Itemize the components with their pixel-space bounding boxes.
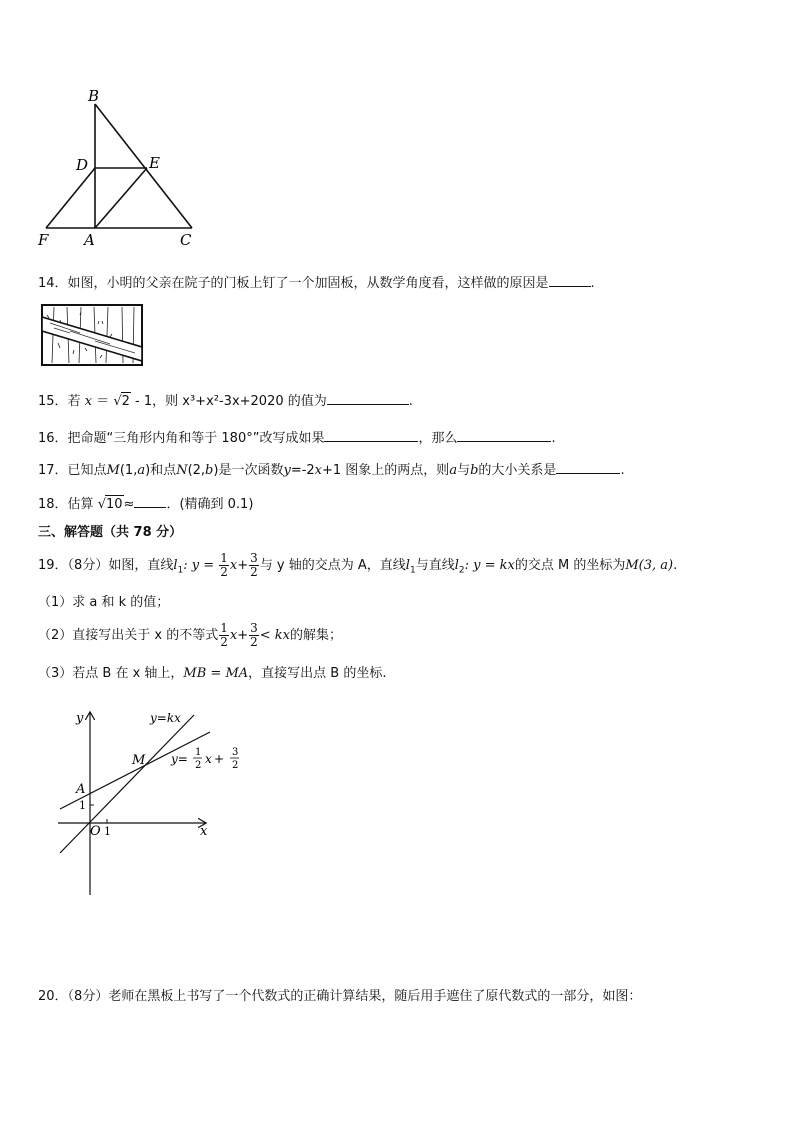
q19-sub3-prefix: （3）若点 B 在 x 轴上， xyxy=(38,666,184,681)
q19-sub2-suffix: 的解集； xyxy=(290,628,343,643)
q15-radicand: 2 xyxy=(121,394,130,409)
q17-k: =-2 xyxy=(290,463,315,478)
q18-sqrt: √10 xyxy=(97,497,123,512)
label-E: E xyxy=(149,154,160,172)
q19-three-den: 2 xyxy=(250,565,258,579)
label-A: A xyxy=(84,231,95,249)
q17-M: M xyxy=(106,463,120,478)
q19-sub2-three-den: 2 xyxy=(250,635,258,649)
label-B: B xyxy=(88,87,100,105)
q19-plus: + xyxy=(237,558,249,573)
q19-x: x xyxy=(229,558,238,573)
q14-answer-blank[interactable] xyxy=(549,272,591,287)
question-14 xyxy=(38,272,595,293)
q18-radicand: 10 xyxy=(105,497,123,512)
q16-mid: ，那么 xyxy=(418,431,458,446)
q15-after: - 1，则 x³+x²-3x+2020 的值为 xyxy=(135,394,327,409)
q19-frac-half xyxy=(219,552,229,579)
q17-x: x xyxy=(314,463,323,478)
q19-sub3-suffix: ，直接写出点 B 的坐标. xyxy=(248,666,387,681)
q16-if-blank[interactable] xyxy=(324,427,418,442)
q17-b2: b xyxy=(470,463,479,478)
q19-sub2-plus: + xyxy=(237,628,249,643)
q16-prefix: 16．把命题“三角形内角和等于 180°”改写成如果 xyxy=(38,431,325,446)
q19-colon-ykx: : y = kx xyxy=(464,558,515,573)
q19-sub2-frac-three xyxy=(249,622,259,649)
label-ykx: y=kx xyxy=(150,711,181,725)
label-l1-three-num: 3 xyxy=(232,747,239,758)
x-axis-label: x xyxy=(200,824,208,839)
q19-sub2 xyxy=(38,622,342,650)
q17-g: (2, xyxy=(187,463,206,478)
q17-q: 的大小关系是 xyxy=(478,463,557,478)
label-l1-half-den: 2 xyxy=(195,760,202,771)
q19-l2-sub: 2 xyxy=(458,565,465,576)
question-18 xyxy=(38,493,253,514)
q19-M-coord: M(3, a) xyxy=(625,558,674,573)
q19-l1-sub: 1 xyxy=(177,565,184,576)
q19-colon-y: : y = xyxy=(183,558,215,573)
tick-y-1: 1 xyxy=(79,799,86,812)
label-C: C xyxy=(180,231,192,249)
q19-prefix: 19．（8分）如图，直线 xyxy=(38,558,174,573)
q17-b-var: b xyxy=(205,463,214,478)
q19-mid3: 的交点 M 的坐标为 xyxy=(514,558,626,573)
q19-sub2-ineq: < kx xyxy=(259,628,290,643)
q19-sub2-half-num: 1 xyxy=(220,621,228,635)
q17-a: 17．已知点 xyxy=(38,463,107,478)
q19-sub2-half-den: 2 xyxy=(220,635,228,649)
point-M-label: M xyxy=(132,753,146,768)
label-l1-half-num: 1 xyxy=(195,747,202,758)
q17-m: +1 图象上的两点，则 xyxy=(322,463,450,478)
q15-prefix: 15．若 xyxy=(38,394,81,409)
q15-eq: ＝ xyxy=(96,394,110,409)
q17-a2: a xyxy=(449,463,458,478)
question-19 xyxy=(38,552,677,585)
q15-end: . xyxy=(408,394,413,409)
label-l1-plus: + xyxy=(214,752,225,766)
q19-half-num: 1 xyxy=(220,551,228,565)
label-l1-three-den: 2 xyxy=(232,760,239,771)
q18-answer-blank[interactable] xyxy=(134,493,166,508)
tick-x-1: 1 xyxy=(104,825,111,838)
q17-y: y xyxy=(283,463,291,478)
q19-sub1: （1）求 a 和 k 的值； xyxy=(38,595,170,610)
q17-c: (1, xyxy=(119,463,138,478)
q17-i: )是一次函数 xyxy=(213,463,284,478)
q19-l2: l xyxy=(454,558,459,573)
q15-x: x xyxy=(84,394,93,409)
label-l1-y: y= xyxy=(171,752,188,766)
q19-sub2-x: x xyxy=(229,628,238,643)
q18-approx: ≈ xyxy=(123,497,135,512)
q19-sub2-prefix: （2）直接写出关于 x 的不等式 xyxy=(38,628,219,643)
q14-text: 14．如图，小明的父亲在院子的门板上钉了一个加固板，从数学角度看，这样做的原因是 xyxy=(38,276,549,291)
line-l1 xyxy=(60,732,210,809)
q16-then-blank[interactable] xyxy=(457,427,551,442)
q19-l1-b: l xyxy=(405,558,410,573)
question-20: 20．（8分）老师在黑板上书写了一个代数式的正确计算结果，随后用手遮住了原代数式的一部分，如图： xyxy=(38,989,642,1004)
point-A-label: A xyxy=(76,782,86,797)
q15-sqrt: √2 xyxy=(113,394,130,409)
section-3-title: 三、解答题（共 78 分） xyxy=(38,525,183,540)
question-17 xyxy=(38,459,625,480)
q19-half-den: 2 xyxy=(220,565,228,579)
label-F: F xyxy=(38,231,49,249)
origin-label: O xyxy=(90,824,101,839)
q19-sub3 xyxy=(38,665,386,683)
q17-o: 与 xyxy=(457,463,471,478)
q17-N: N xyxy=(176,463,188,478)
question-16 xyxy=(38,427,556,448)
label-l1-x: x xyxy=(205,752,212,766)
reinforced-board-figure xyxy=(40,303,144,367)
q18-end: ．(精确到 0.1) xyxy=(166,497,254,512)
q18-prefix: 18．估算 xyxy=(38,497,94,512)
q16-end: . xyxy=(551,431,556,446)
label-D: D xyxy=(76,156,89,174)
q19-frac-three-half xyxy=(249,552,259,579)
q17-end: . xyxy=(620,463,625,478)
q19-l1-b-sub: 1 xyxy=(409,565,416,576)
q14-end: . xyxy=(590,276,595,291)
q17-a-var: a xyxy=(137,463,146,478)
q19-end: . xyxy=(673,558,678,573)
q15-answer-blank[interactable] xyxy=(327,390,409,405)
y-axis-label: y xyxy=(76,711,84,726)
q19-sub2-frac-half xyxy=(219,622,229,649)
q17-answer-blank[interactable] xyxy=(556,459,620,474)
q19-sub2-three-num: 3 xyxy=(250,621,258,635)
q17-e: )和点 xyxy=(145,463,177,478)
q19-three-num: 3 xyxy=(250,551,258,565)
q19-mid2: 与直线 xyxy=(415,558,455,573)
q19-mid1: 与 y 轴的交点为 A，直线 xyxy=(259,558,406,573)
triangle-figure xyxy=(34,82,204,252)
q19-l1: l xyxy=(173,558,178,573)
q19-sub3-eq: MB = MA xyxy=(183,666,249,681)
coordinate-graph xyxy=(50,705,260,900)
question-15 xyxy=(38,390,413,411)
